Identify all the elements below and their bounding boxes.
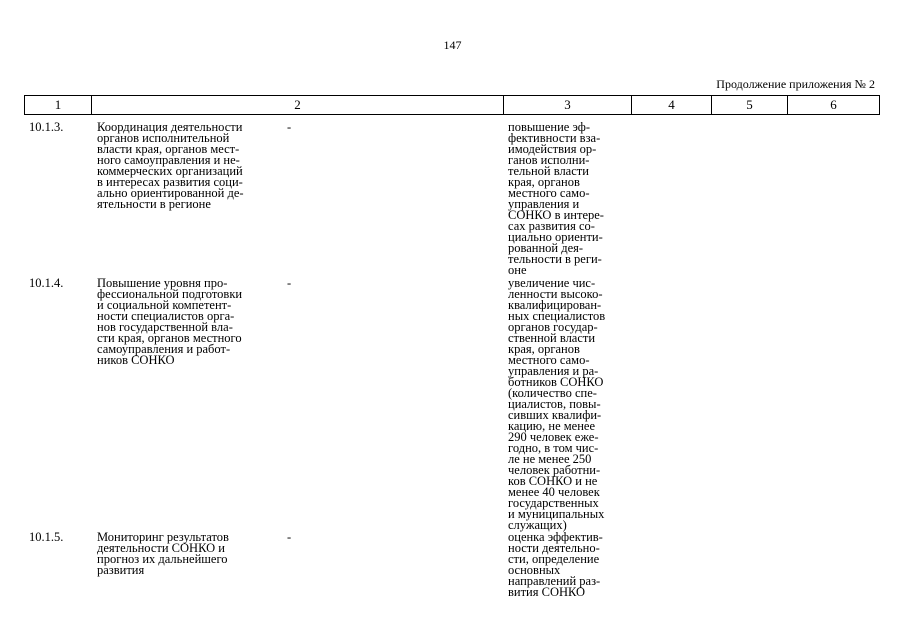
column-header-4: 4 bbox=[631, 96, 711, 114]
column-header-5: 5 bbox=[711, 96, 787, 114]
measure-description: Координация деятельности органов исполнительной власти края, органов мест- ного самоуправления и не- коммерческих организаций в интересах развития соци- ально ориентированной де- ятельности в регионе bbox=[97, 120, 244, 211]
page-number: 147 bbox=[443, 38, 462, 52]
expected-result: повышение эф- фективности вза- имодействия ор- ганов исполни- тельной власти края, органов местного само- управления и СОНКО в интере- сах развития со- циально ориенти- рованной дея- тельности в реги- оне bbox=[508, 120, 604, 277]
column-header-1: 1 bbox=[54, 97, 62, 112]
item-number: 10.1.3. bbox=[29, 120, 64, 134]
column-2-dash: - bbox=[287, 530, 292, 544]
item-number: 10.1.5. bbox=[29, 530, 64, 544]
measure-description: Мониторинг результатов деятельности СОНКО и прогноз их дальнейшего развития bbox=[97, 530, 229, 577]
item-number: 10.1.4. bbox=[29, 276, 64, 290]
appendix-continuation-label: Продолжение приложения № 2 bbox=[716, 77, 875, 91]
column-2-dash: - bbox=[287, 276, 292, 290]
measure-description: Повышение уровня про- фессиональной подготовки и социальной компетент- ности специалистов орга- нов государственной вла- сти края, органов местного самоуправления и работ- ников СОНКО bbox=[97, 276, 243, 367]
expected-result: увеличение чис- ленности высоко- квалифицирован- ных специалистов органов государ- ственной власти края, органов местного само- управления и ра- ботников СОНКО (количество спе- циалистов, повы- сивших квалифи- кацию, не менее 290 человек еже- годно, в том чис- ле не менее 250 человек работни- ков СОНКО и не менее 40 человек государственных и муниципальных служащих) bbox=[508, 276, 606, 532]
expected-result: оценка эффектив- ности деятельно- сти, определение основных направлений раз- вития СОНКО bbox=[508, 530, 603, 599]
column-header-6: 6 bbox=[787, 96, 879, 114]
column-2-dash: - bbox=[287, 120, 292, 134]
column-header-2: 2 bbox=[91, 96, 503, 114]
column-header-3: 3 bbox=[503, 96, 631, 114]
table-header-row bbox=[24, 95, 880, 115]
